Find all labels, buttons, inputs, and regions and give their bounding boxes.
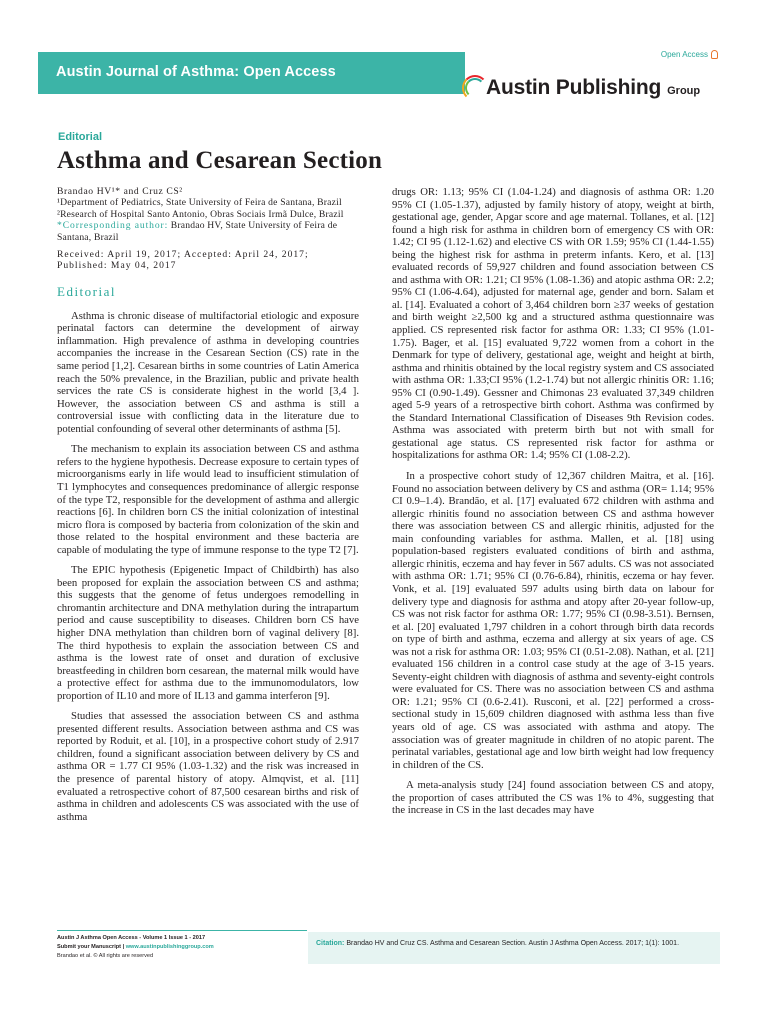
citation-text: Brandao HV and Cruz CS. Asthma and Cesarean Section. Austin J Asthma Open Access. 2017; 1(1): 1001.	[344, 940, 680, 947]
publisher-name: Austin Publishing	[486, 76, 662, 99]
journal-title: Austin Journal of Asthma: Open Access	[56, 64, 336, 80]
footer-journal-volume: Austin J Asthma Open Access - Volume 1 Issue 1 - 2017	[57, 935, 206, 941]
open-access-badge	[661, 50, 718, 59]
right-column	[392, 186, 714, 825]
publisher-logo	[462, 70, 722, 106]
footer-copyright: Brandao et al. © All rights are reserved	[57, 953, 154, 959]
paragraph: Studies that assessed the association between CS and asthma presented different results. Association between asthma and CS was reported by Roduit, et al. [10], in a prospective cohort study of 2.917 children, found a significant association between delivery by CS and asthma OR = 1.77 CI 95% (1.03-1.32) and the risk was increased in the presence of parental history of atopy. Almqvist, et al. [11] evaluated a retrospective cohort of 87,500 cesarean births and risk of asthma in children and adolescents CS was associated with the use of asthma	[57, 710, 359, 823]
paragraph: A meta-analysis study [24] found association between CS and atopy, the proportion of cases attributed the CS was 1% to 4%, suggesting that the increase in CS in the last decades may have	[392, 779, 714, 817]
paragraph: drugs OR: 1.13; 95% CI (1.04-1.24) and diagnosis of asthma OR: 1.20 95% CI (1.05-1.37), adjusted by family history of atopy, weight at birth, gestational age, gender, Apgar score and age maternal. Tollanes, et al. [12] found a high risk for asthma in children born of emergency CS with OR: 1.42; CI 95 (1.12-1.62) and elective CS with OR 1.59; 95% CI (1.44-1.55) being the highest risk for asthma in preterm infants. Kero, et al. [13] evaluated records of 59,927 children and found association between CS and asthma with OR: 1.21; CI 95% (1.08-1.36) and atopic asthma OR: 2.2; 95% CI (1.06-4.64), adjusted for maternal age, gender and born. Salam et al. [14]. Evaluated a cohort of 3,464 children born ≥37 weeks of gestation and birth weight ≥2,500 kg and a structured asthma questionnaire was applied. CS represented risk factor for asthma OR: 1.33; CI 95% (1.01-1.75). Bager, et al. [15] evaluated 9,722 women from a cohort in the Denmark for type of delivery, gestational age, weight and height at birth, asthma and rhinitis obtained by the local registry system and CS associated with asthma OR: 1.33;CI 95% (1.2-1.74) but not allergic rhinitis OR: 1.16; 95% CI (0.90-1.49). Gessner and Chimonas 23 evaluated 37,349 children aged 5-9 years of a retrospective birth cohort. Asthma was confirmed by the Standard International Classification of Diseases 9th Revision codes. Asthma was associated with preterm birth but not with small for gestational age status. CS represented risk factor for asthma or hospitalizations for asthma OR: 1.4; 95% CI (1.08-2.2).	[392, 186, 714, 462]
dates-block	[57, 249, 359, 272]
editorial-heading: Editorial	[57, 283, 116, 299]
paragraph: Asthma is chronic disease of multifactorial etiologic and exposure perinatal factors can determine the development of airway inflammation. High prevalence of asthma in developing countries accompanies the increase in the Cesarean Section (CS) rate in the same period [1,2]. Cesarean births in some countries of Latin America reach the 50% prevalence, in the Brazilian, public and private health services the rate CS is considerate highest in the world [3,4 ]. However, the association between CS and asthma is still a controversial issue with conflicting data in the literature due to potential confounding of several other determinants of asthma [5].	[57, 309, 359, 435]
published-date: Published: May 04, 2017	[57, 260, 177, 272]
corresponding-text: Brandao HV, State University of Feira de Santana, Brazil	[57, 220, 338, 243]
citation-box	[308, 932, 720, 964]
paragraph: In a prospective cohort study of 12,367 children Maitra, et al. [16]. Found no association between delivery by CS and asthma (OR= 1.14; 95% CI 0.9–1.4). Brandão, et al. [17] evaluated 672 children with asthma and allergic rhinitis found no association between CS and asthma however there was association between CS and allergic rhinitis, adjusted for the main confounding variables for asthma. Mallen, et al. [18] using population-based registers evaluated conditions of birth and asthma, allergic rhinitis, eczema and hay fever in 567 adults. CS was not associated with asthma OR: 1.71; 95% CI (0.76-6.84), rhinitis, eczema or hay fever. Vonk, et al. [19] evaluated 597 adults using birth data on labour for delivery type and diagnosis for asthma and atopy after 20-year follow-up, CS was not risk factor for asthma OR: 1.77; 95% CI (0.98-3.51). Bernsen, et al. [20] evaluated 1,797 children in a cohort through birth data records on type of birth and asthma, eczema and allergy at six years of age. CS was not a risk for asthma OR: 1.03; 95% CI (0.51-2.08). Nathan, et al. [21] evaluated 156 children in a control case study at the age of 3-15 years. Seventy-eight children with diagnosis of asthma and seventy-eight controls were evaluated for CS. There was no association between CS and asthma OR: 1.21; 95% CI (0.6-2.41). Rusconi, et al. [22] performed a cross-sectional study in 15,609 children diagnosed with asthma less than five years old of age. CS was associated with asthma and atopy. The association was of greater magnitude in children of no atopic parent. The perinatal variables, gestational age and low birth weight had low frequency in children of the CS.	[392, 470, 714, 771]
received-accepted: Received: April 19, 2017; Accepted: April 24, 2017;	[57, 249, 309, 261]
website-link[interactable]: www.austinpublishinggroup.com	[125, 944, 214, 950]
footer-info	[57, 934, 303, 961]
open-access-label: Open Access	[660, 50, 708, 59]
article-title: Asthma and Cesarean Section	[57, 147, 383, 174]
open-lock-icon	[711, 50, 718, 59]
author-block	[57, 186, 359, 243]
authors: Brandao HV¹* and Cruz CS²	[57, 186, 183, 197]
corresponding-author	[57, 220, 359, 243]
paragraph: The mechanism to explain its association between CS and asthma refers to the hygiene hypothesis. Decrease exposure to certain types of microorganisms early in life would lead to insufficient stimulation of T1 lymphocytes and consequences predominance of allergic response of the type T2, responsible for the development of asthma and allergic reactions [6]. In children born CS the initial colonization of intestinal micro flora is composed by bacteria from colonization of the skin and those related to the hospital environment and these bacteria are capable of modulating the type of immune response to the type T2 [7].	[57, 443, 359, 556]
left-column	[57, 186, 359, 831]
logo-arc-icon	[462, 73, 484, 103]
corresponding-label: *Corresponding author:	[57, 220, 169, 232]
affiliation-2: ²Research of Hospital Santo Antonio, Obras Sociais Irmã Dulce, Brazil	[57, 208, 344, 220]
journal-banner	[38, 52, 465, 94]
affiliation-1: ¹Department of Pediatrics, State University of Feira de Santana, Brazil	[57, 197, 342, 209]
article-type: Editorial	[58, 131, 103, 143]
footer-submit: Submit your Manuscript | www.austinpublishinggroup.com	[57, 944, 214, 950]
paragraph: The EPIC hypothesis (Epigenetic Impact of Childbirth) has also been proposed for explain the association between CS and asthma; this suggests that the genome of fetus undergoes remodelling in chromantin architecture and DNA methylation during the intrapartum period and cause susceptibility to diseases. Children born CS have higher DNA methylation than children born of vaginal delivery [8]. The third hypothesis to explain the association between CS and asthma is the lowest rate of onset and duration of exclusive breastfeeding in children born cesarean, the maternal milk would have a protective effect for asthma due to the immunomodulators, low proportion of IL10 and more of IL13 and gamma interferon [9].	[57, 564, 359, 702]
publisher-group: Group	[667, 85, 701, 97]
footer-divider	[57, 930, 307, 931]
citation-label: Citation:	[316, 940, 345, 947]
